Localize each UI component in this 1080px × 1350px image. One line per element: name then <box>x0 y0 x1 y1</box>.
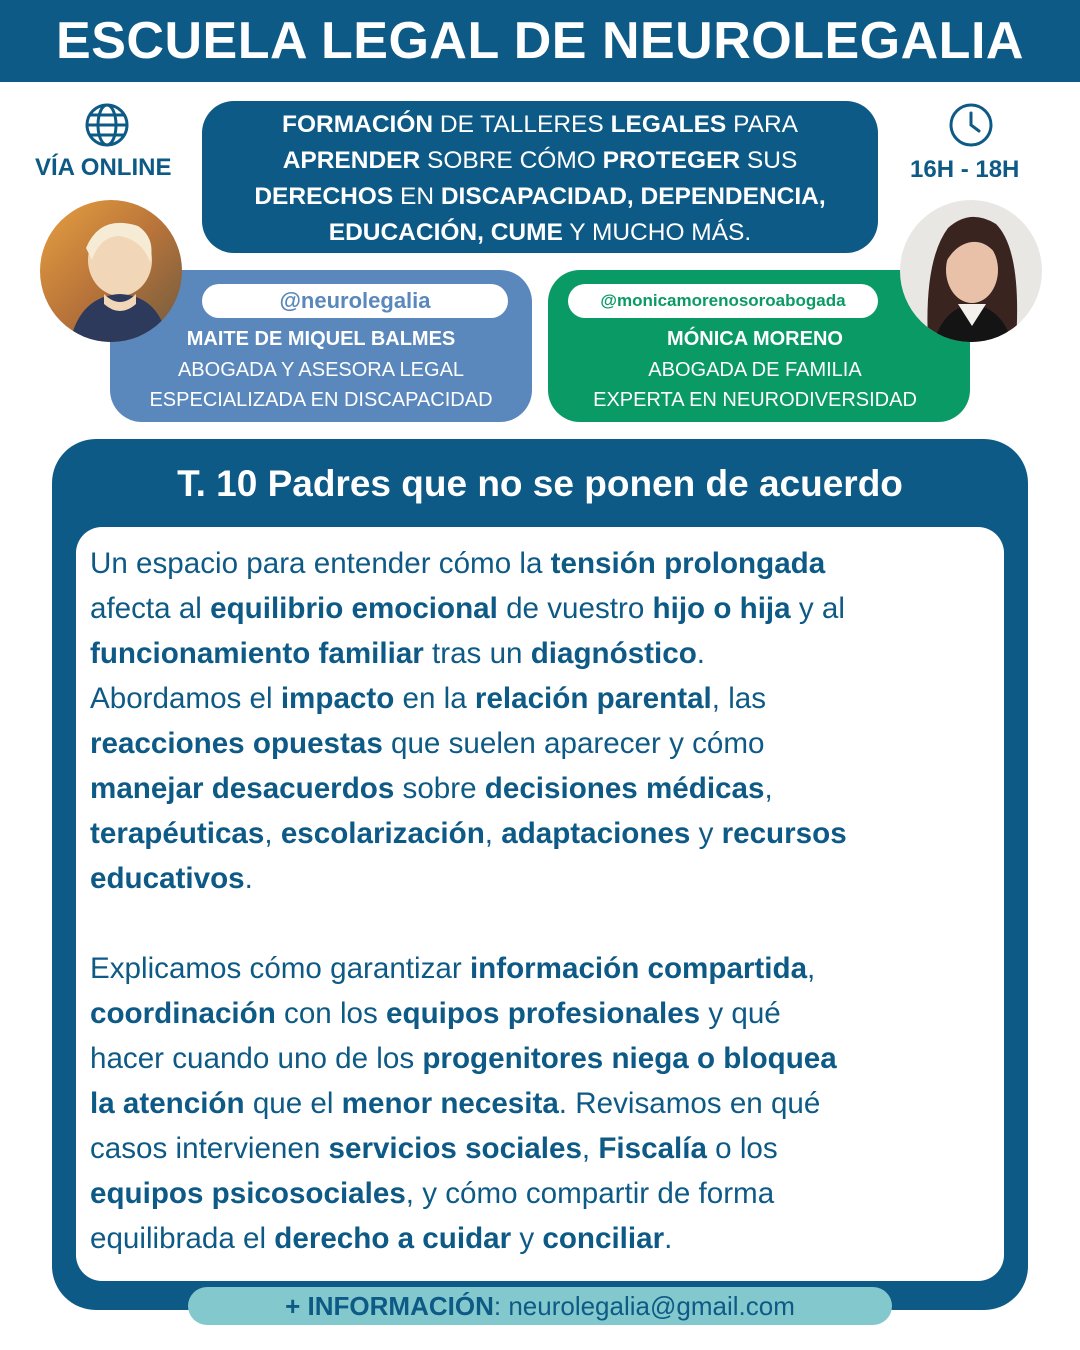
contact-label: + INFORMACIÓN <box>285 1291 494 1321</box>
intro-text: SUS <box>740 147 798 174</box>
paragraph-line <box>90 856 1004 901</box>
body-text: con los <box>275 997 387 1030</box>
body-text: , las <box>711 682 767 715</box>
body-text: y al <box>790 592 845 625</box>
contact-bar <box>188 1287 892 1325</box>
body-text: hacer cuando uno de los <box>90 1042 423 1075</box>
intro-box <box>202 101 878 253</box>
body-text: , y cómo compartir de forma <box>405 1177 775 1210</box>
intro-text: FORMACIÓN <box>282 111 434 138</box>
body-text: y <box>511 1222 543 1255</box>
paragraph-line <box>90 1216 1004 1261</box>
topic-panel <box>52 439 1028 1310</box>
body-text: casos intervienen <box>90 1132 329 1165</box>
paragraph-2 <box>90 946 1004 1261</box>
emphasis-text: tensión prolongada <box>550 547 826 580</box>
body-text: , <box>807 952 816 985</box>
contact-separator: : <box>493 1291 502 1321</box>
emphasis-text: conciliar <box>542 1222 665 1255</box>
emphasis-text: educativos <box>90 862 245 895</box>
speaker-name: MÓNICA MORENO <box>667 328 843 350</box>
intro-line <box>202 143 878 179</box>
body-text: Un espacio para entender cómo la <box>90 547 551 580</box>
body-text: y qué <box>700 997 781 1030</box>
speaker-photo-maite <box>40 200 182 342</box>
paragraph-line <box>90 1036 1004 1081</box>
emphasis-text: progenitores niega o bloquea <box>422 1042 837 1075</box>
paragraph-line <box>90 631 1004 676</box>
paragraph-line <box>90 766 1004 811</box>
emphasis-text: la atención <box>90 1087 245 1120</box>
body-text: Abordamos el <box>90 682 281 715</box>
intro-text: Y MUCHO MÁS. <box>562 219 752 246</box>
intro-text: LEGALES <box>610 111 727 138</box>
speaker-handle[interactable]: @neurolegalia <box>202 284 508 318</box>
intro-line <box>202 215 878 251</box>
body-text: equilibrada el <box>90 1222 275 1255</box>
body-text: , <box>581 1132 599 1165</box>
paragraph-line <box>90 721 1004 766</box>
emphasis-text: impacto <box>280 682 395 715</box>
paragraph-line <box>90 541 1004 586</box>
speaker-role: ABOGADA DE FAMILIA <box>648 359 862 381</box>
body-text: Explicamos cómo garantizar <box>90 952 470 985</box>
contact-email[interactable]: neurolegalia@gmail.com <box>501 1291 795 1321</box>
body-text: . <box>664 1222 673 1255</box>
intro-text: DISCAPACIDAD, DEPENDENCIA, <box>440 183 826 210</box>
emphasis-text: relación parental <box>474 682 712 715</box>
page-title: ESCUELA LEGAL DE NEUROLEGALIA <box>56 12 1024 70</box>
body-text: . <box>696 637 706 670</box>
speaker-role: EXPERTA EN NEURODIVERSIDAD <box>593 389 917 411</box>
speaker-role: ABOGADA Y ASESORA LEGAL <box>177 359 465 381</box>
emphasis-text: equipos profesionales <box>386 997 701 1030</box>
paragraph-1 <box>90 541 1004 901</box>
body-text: , <box>484 817 502 850</box>
emphasis-text: manejar desacuerdos <box>90 772 395 805</box>
emphasis-text: diagnóstico <box>530 637 697 670</box>
body-text: sobre <box>394 772 485 805</box>
body-text: en la <box>394 682 475 715</box>
paragraph-line <box>90 1171 1004 1216</box>
intro-line <box>202 179 878 215</box>
paragraph-line <box>90 676 1004 721</box>
intro-line <box>202 107 878 143</box>
body-text: . Revisamos en qué <box>558 1087 821 1120</box>
paragraph-line <box>90 811 1004 856</box>
emphasis-text: servicios sociales <box>328 1132 582 1165</box>
modality-label: VÍA ONLINE <box>35 154 172 181</box>
intro-text: DE TALLERES <box>433 111 611 138</box>
emphasis-text: decisiones médicas <box>484 772 765 805</box>
body-text: que el <box>244 1087 342 1120</box>
paragraph-line <box>90 1126 1004 1171</box>
globe-icon <box>83 101 131 149</box>
emphasis-text: coordinación <box>90 997 276 1030</box>
intro-text: APRENDER <box>282 147 421 174</box>
emphasis-text: recursos <box>721 817 847 850</box>
emphasis-text: equilibrio emocional <box>210 592 498 625</box>
schedule-label: 16H - 18H <box>910 156 1020 183</box>
emphasis-text: Fiscalía <box>598 1132 707 1165</box>
speaker-handle[interactable]: @monicamorenosoroabogada <box>568 284 878 318</box>
body-text: tras un <box>423 637 531 670</box>
topic-description <box>76 527 1004 1281</box>
body-text: , <box>264 817 281 850</box>
intro-text: DERECHOS <box>254 183 394 210</box>
body-text: que suelen aparecer y cómo <box>382 727 765 760</box>
emphasis-text: terapéuticas <box>90 817 265 850</box>
body-text: . <box>244 862 253 895</box>
emphasis-text: menor necesita <box>341 1087 559 1120</box>
clock-icon <box>947 101 995 149</box>
emphasis-text: escolarización <box>280 817 485 850</box>
speaker-role: ESPECIALIZADA EN DISCAPACIDAD <box>149 389 493 411</box>
intro-text: PARA <box>726 111 798 138</box>
paragraph-line <box>90 991 1004 1036</box>
intro-text: PROTEGER <box>602 147 741 174</box>
speaker-name: MAITE DE MIQUEL BALMES <box>186 328 456 350</box>
intro-text: EDUCACIÓN, CUME <box>328 219 563 246</box>
paragraph-line <box>90 1081 1004 1126</box>
emphasis-text: información compartida <box>469 952 808 985</box>
topic-title: T. 10 Padres que no se ponen de acuerdo <box>177 463 903 504</box>
paragraph-line <box>90 946 1004 991</box>
body-text: o los <box>706 1132 778 1165</box>
emphasis-text: equipos psicosociales <box>90 1177 406 1210</box>
emphasis-text: hijo o hija <box>652 592 791 625</box>
paragraph-line <box>90 586 1004 631</box>
emphasis-text: derecho a cuidar <box>274 1222 512 1255</box>
emphasis-text: adaptaciones <box>501 817 691 850</box>
body-text: y <box>690 817 722 850</box>
body-text: afecta al <box>90 592 211 625</box>
intro-text: SOBRE CÓMO <box>420 147 603 174</box>
header-banner <box>0 0 1080 82</box>
speaker-photo-monica <box>900 200 1042 342</box>
emphasis-text: reacciones opuestas <box>90 727 383 760</box>
body-text: de vuestro <box>497 592 653 625</box>
emphasis-text: funcionamiento familiar <box>90 637 424 670</box>
intro-text: EN <box>393 183 441 210</box>
body-text: , <box>764 772 773 805</box>
